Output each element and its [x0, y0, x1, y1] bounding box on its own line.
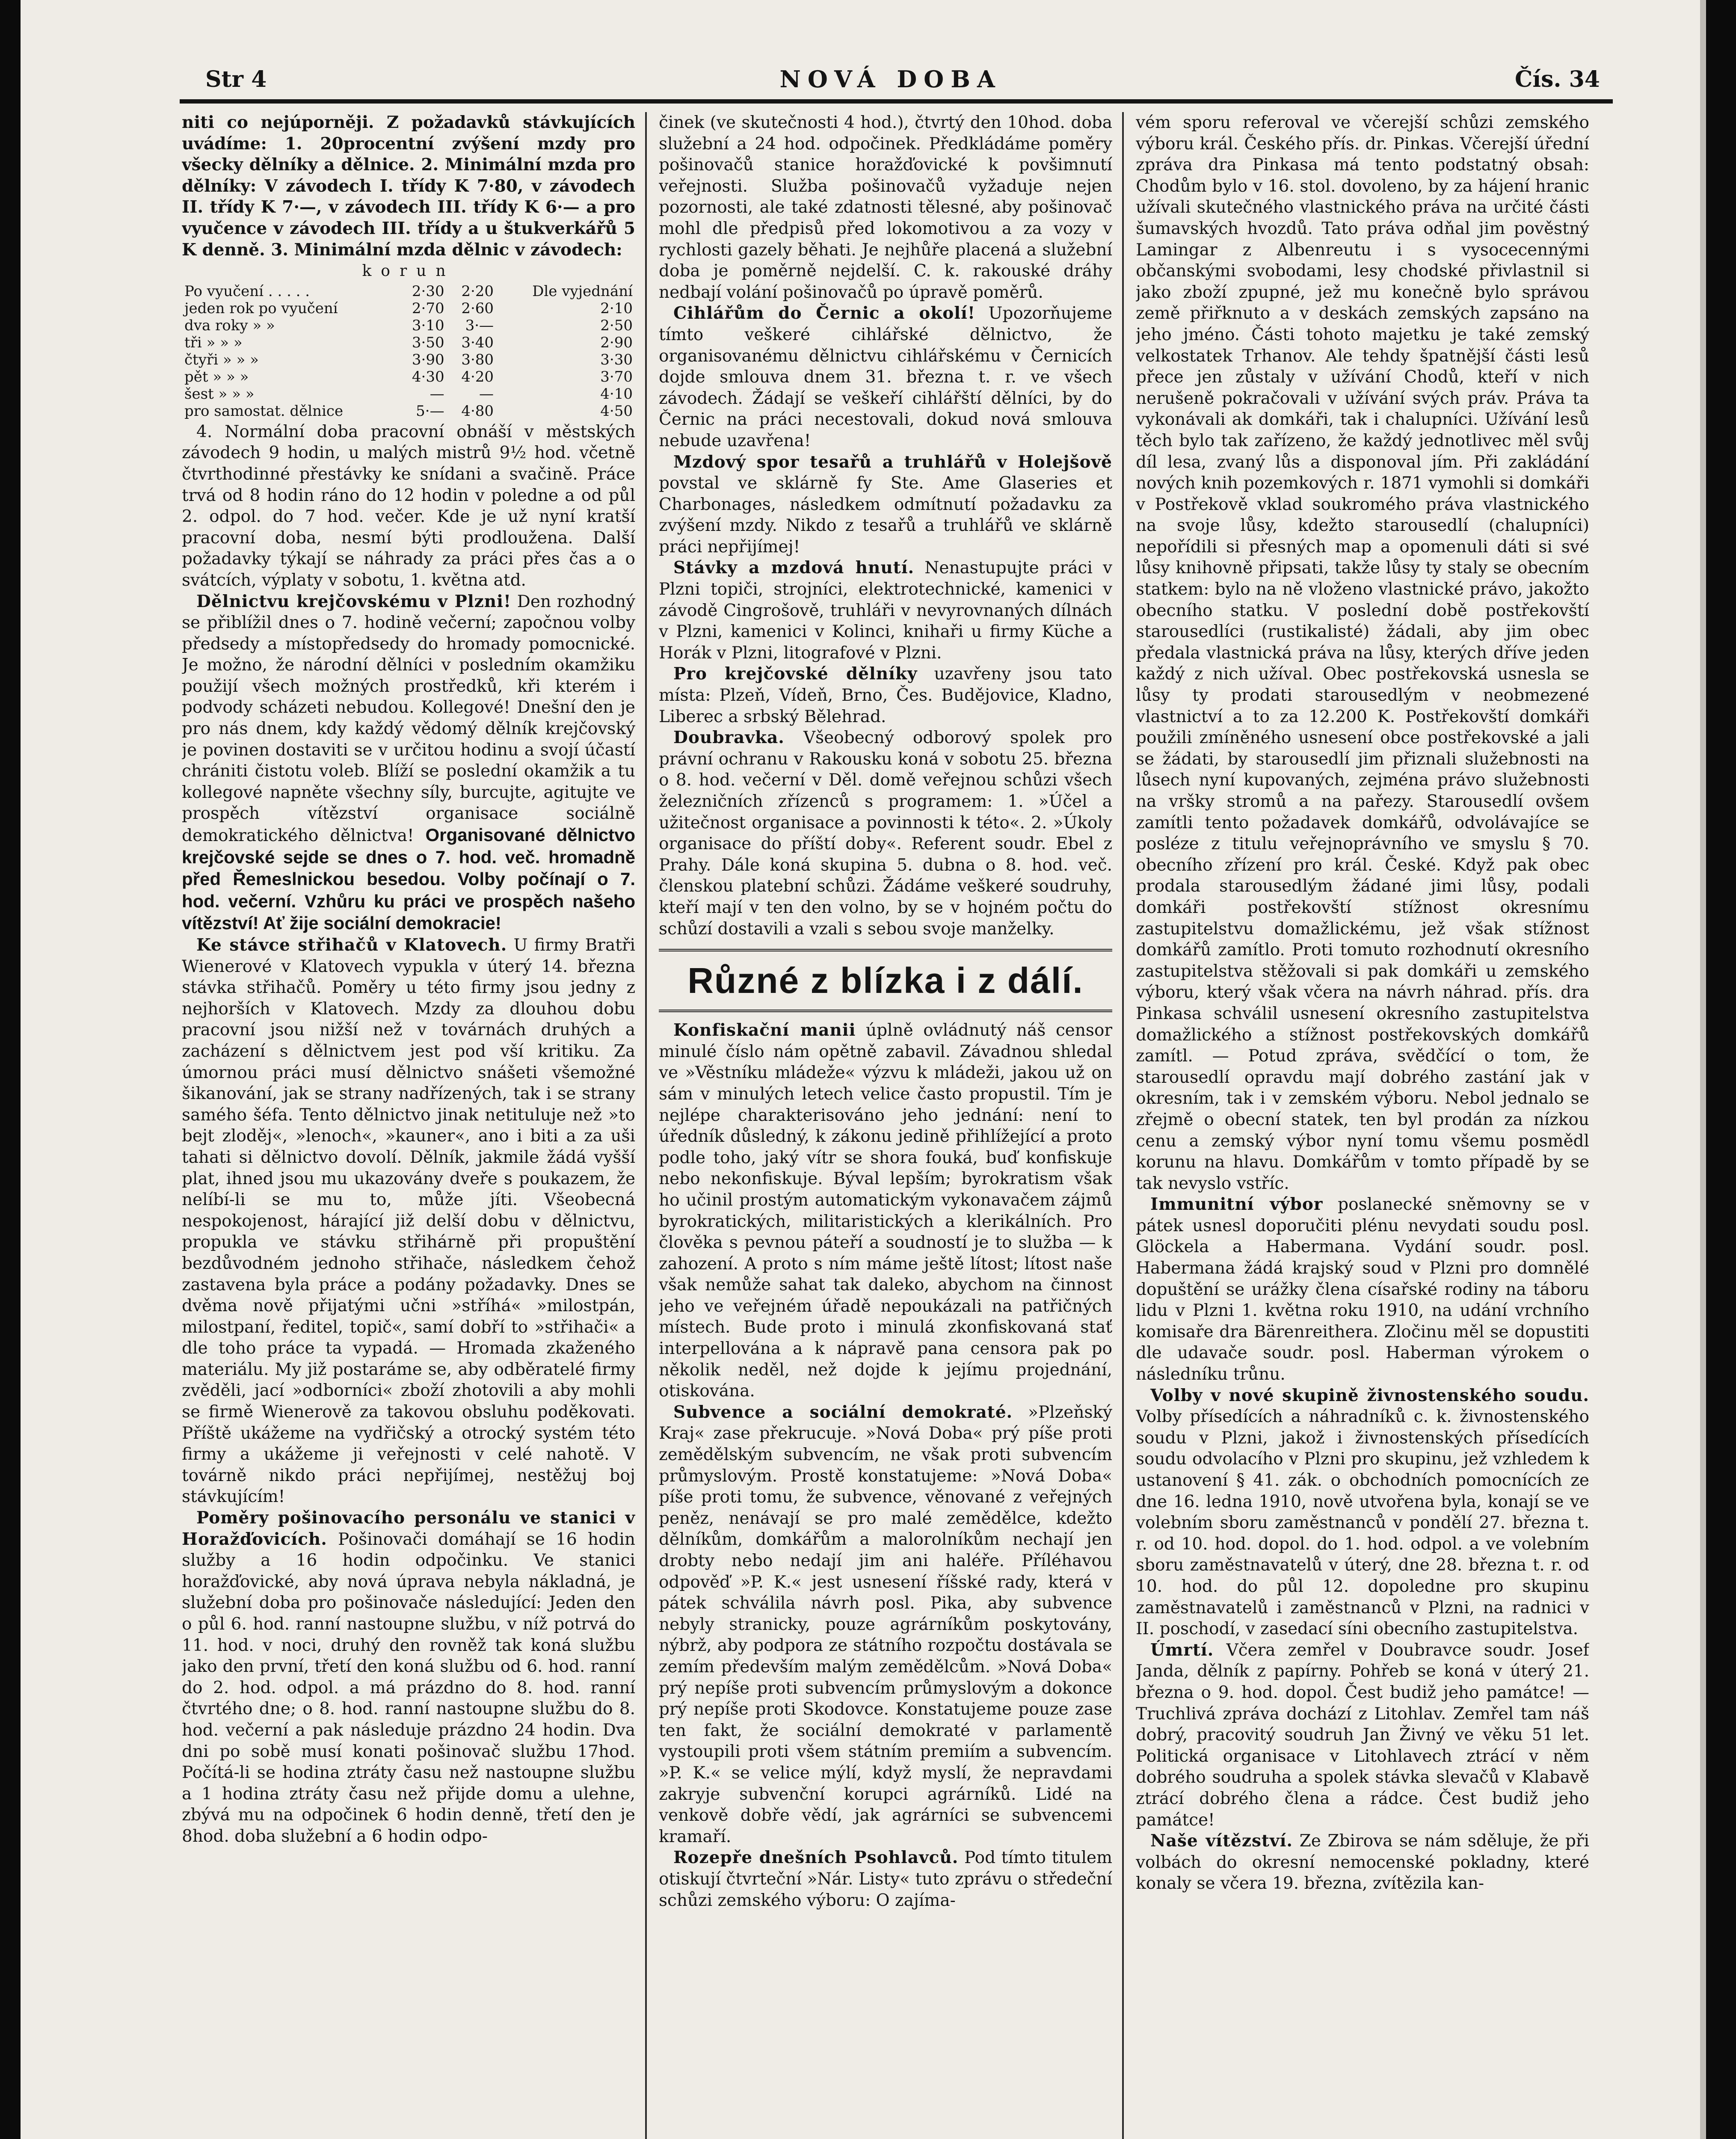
table-cell: 2·20 — [461, 282, 494, 300]
header-rule — [180, 99, 1613, 104]
table-caption: korun — [362, 262, 455, 280]
table-cell: pět » » » — [184, 368, 249, 385]
table-cell: 3·70 — [600, 368, 633, 385]
article-heading: Úmrtí. — [1150, 1640, 1214, 1660]
section-title: Různé z blízka i z dálí. — [687, 960, 1084, 1001]
table-cell: 3·30 — [600, 351, 633, 368]
table-cell: 4·20 — [461, 368, 494, 385]
column-divider — [645, 112, 647, 2139]
page-header — [205, 64, 1600, 94]
article-heading: Pro krejčovské dělníky — [673, 664, 918, 684]
article-text: Den rozhodný se přiblížil dnes o 7. hodině večerní; započnou volby předsedy a místopředsedy do hromady pomocnické. Je možno, že národní dělníci v posledním okamžiku použijí všech možných prostředků, kři kterém i podvody scházeti nebudou. Kollegové! Dnešní den je pro nás dnem, kdy každý vědomý dělník krejčovský je povinen dostaviti se v určitou hodinu a svojí účastí chrániti čistotu voleb. Blíží se poslední okamžik a tu kollegové napněte všechny síly, burcujte, agitujte ve prospěch vítězství organisace sociálně demokratického dělnictva! — [182, 592, 635, 846]
article-text: Volby přísedících a náhradníků c. k. živnostenského soudu v Plzni, jakož i živnostenských přísedících soudu odvolacího v Plzni pro skupinu, jež vzhledem k ustanovení § 41. zák. o obchodních pomocnících ze dne 16. ledna 1910, nově utvořena byla, konají se ve volebním sboru zaměstnanců v pondělí 27. března t. r. od 10. hod. dopol. do 1. hod. odpol. a ve volebním sboru zaměstnavatelů v úterý, dne 28. března t. r. od 10. hod. do půl 12. dopoledne pro skupinu zaměstnavatelů i zaměstnanců v Plzni, na radnici v II. poschodí, v zasedací síni obecního zastupitelstva. — [1136, 1407, 1589, 1639]
masthead-title: NOVÁ DOBA — [779, 65, 1002, 93]
page-number: Str 4 — [205, 66, 267, 92]
table-cell: 3·90 — [412, 351, 444, 368]
scan-edge-left — [0, 0, 21, 2139]
article-heading: Immunitní výbor — [1150, 1194, 1323, 1215]
article-heading: Cihlářům do Černic a okolí! — [673, 303, 975, 323]
section-header — [659, 949, 1112, 1012]
table-cell: 4·10 — [600, 385, 633, 403]
article-heading: Volby v nové skupině živnostenského soudu. — [1150, 1385, 1589, 1405]
table-cell: — — [430, 385, 444, 403]
column-divider — [1122, 112, 1124, 2139]
column-2 — [659, 112, 1112, 2139]
table-row — [182, 368, 635, 385]
table-cell: 3·— — [465, 317, 494, 334]
article-heading: Stávky a mzdová hnutí. — [673, 558, 915, 578]
table-cell: 4·80 — [461, 402, 494, 420]
article-heading: Konfiskační manii — [673, 1020, 856, 1040]
article-text: povstal ve sklárně fy Ste. Ame Glaseries et Charbonages, následkem odmítnutí požadavku za zvýšení mzdy. Nikdo z tesařů a truhlářů ve sklárně práci nepřijímej! — [659, 474, 1112, 557]
table-cell: 2·10 — [600, 299, 633, 317]
column-3 — [1136, 112, 1589, 2139]
article-text: poslanecké sněmovny se v pátek usnesl doporučiti plénu nevydati soudu posl. Glöckela a Habermana. Vydání soudr. posl. Habermana žádá krajský soud v Plzni pro domnělé dopuštění se urážky člena císařské rodiny na táboru lidu v Plzni 1. května roku 1910, na udání vrchního komisaře dra Bärenreithera. Zločinu měl se dopustiti dle udavače soudr. posl. Haberman výrokem o následníku trůnu. — [1136, 1195, 1589, 1384]
article-heading: Rozepře dnešních Psohlavců. — [673, 1848, 959, 1868]
table-cell: 3·10 — [412, 317, 444, 334]
wage-table — [182, 283, 635, 420]
article-heading: Doubravka. — [673, 728, 785, 748]
article-text: U firmy Bratři Wienerové v Klatovech vypukla v úterý 14. března stávka střihačů. Poměry u této firmy jsou jedny z nejhorších v Klatovech. Mzdy za dlouhou dobu pracovní jsou nižší než v továrnách druhých a zacházení s dělnictvem jest pod vší kritiku. Za úmornou práci musí dělnictvo snášeti všemožné šikanování, jak se strany nadřízených, tak i se strany samého šéfa. Tento dělnictvo jinak netituluje než »to bejt zloděj«, »lenoch«, »kauner«, ano i biti a za uši tahati si dělnictvo dovolí. Dělník, jakmile žádá vyšší plat, ihned jsou mu ukazovány dveře s poukazem, že nelíbí-li se mu to, může jíti. Všeobecná nespokojenost, hárající již delší dobu v dělnictvu, propukla ve stávku střihárně při propuštění bezdůvodném jednoho střihače, následkem čehož zastavena byla práce a podány požadavky. Dnes se dvěma nově přijatými učni »stříhá« »milostpán, milostpaní, ředitel, topič«, samí dobří to »střihači« a dle toho práce ta vypadá. — Hromada zkaženého materiálu. My již postaráme se, aby odběratelé firmy zvěděli, jací »odborníci« zboží zhotovili a aby mohli se firmě Wienerově za takovou obsluhu poděkovati. Příště ukážeme na vydřičský a otrocký systém této firmy a ukážeme ji veřejnosti v celé nahotě. V továrně nikdo práci nepřijímej, nestěžuj boj stávkujícím! — [182, 936, 635, 1507]
scan-edge-right-shadow — [1700, 0, 1706, 2139]
table-cell: tři » » » — [184, 334, 243, 351]
table-cell: 2·50 — [600, 317, 633, 334]
article-heading: Subvence a sociální demokraté. — [673, 1402, 1013, 1422]
table-cell: 2·90 — [600, 334, 633, 351]
table-row — [182, 385, 635, 403]
table-row — [182, 300, 635, 317]
table-cell: 4·30 — [412, 368, 444, 385]
table-cell: 2·30 — [412, 282, 444, 300]
table-row — [182, 317, 635, 334]
table-row — [182, 334, 635, 351]
scan-edge-right — [1706, 0, 1736, 2139]
table-cell: čtyři » » » — [184, 351, 259, 368]
article-text: »Plzeňský Kraj« zase překrucuje. »Nová Doba« prý píše proti zemědělským subvencím, ne však proti subvencím průmyslovým. Prostě konstatujeme: »Nová Doba« píše proti tomu, že subvence, věnované z veřejných peněz, nenávají se pro malé zemědělce, kdežto dělníkům, domkářům a malorolníkům nechají jen drobty nebo nedají jim ani haléře. Příléhavou odpověď »P. K.« jest usnesení říšské rady, která v pátek schválila návrh posl. Pika, aby subvence nebyly stranicky, pouze agrárníkům poskytovány, nýbrž, aby podpora ze státního rozpočtu dostávala se zemím především malým zemědělcům. »Nová Doba« prý nepíše proti subvencím průmyslovým a dokonce prý nepíše proti Skodovce. Konstatujeme pouze zase ten fakt, že sociální demokraté v parlamentě vystoupili proti všem státním premiím a subvencím. »P. K.« se velice mýlí, když myslí, že nepravdami zakryje subvenční korupci agrárníků. Lidé na venkově dobře vědí, jak agrárníci se subvencemi kramaří. — [659, 1402, 1112, 1846]
table-row — [182, 283, 635, 300]
article-heading: Ke stávce střihačů v Klatovech. — [196, 935, 507, 955]
article-text: Ze Zbirova se nám sděluje, že při volbách do okresní nemocenské pokladny, které konaly se včera 19. března, zvítězila kan- — [1136, 1831, 1589, 1893]
article-heading: Mzdový spor tesařů a truhlářů v Holejšově — [673, 452, 1112, 472]
table-cell: šest » » » — [184, 385, 255, 403]
table-cell: pro samostat. dělnice — [184, 402, 344, 420]
table-cell: 2·60 — [461, 299, 494, 317]
table-row — [182, 351, 635, 368]
table-cell: 2·70 — [412, 299, 444, 317]
article-text: uzavřeny jsou tato místa: Plzeň, Vídeň, Brno, Čes. Budějovice, Kladno, Liberec a srbský Bělehrad. — [659, 664, 1112, 726]
table-cell: jeden rok po vyučení — [184, 299, 338, 317]
table-cell: — — [479, 385, 494, 403]
article-callout: Organisované dělnictvo krejčovské sejde se dnes o 7. hod. več. hromadně před Řemeslnickou besedou. Volby počínají o 7. hod. večerní. Vzhůru ku práci ve prospěch našeho vítězství! Ať žije sociální demokracie! — [182, 825, 635, 933]
table-cell: Dle vyjednání — [532, 282, 633, 300]
article-text: niti co nejúporněji. Z požadavků stávkujících uvádíme: 1. 20procentní zvýšení mzdy pro všecky dělníky a dělnice. 2. Minimální mzda pro dělníky: V závodech I. třídy K 7·80, v závodech II. třídy K 7·—, v závodech III. třídy K 6·— a pro vyučence v závodech III. třídy a u štukverkářů 5 K denně. 3. Minimální mzda dělnic v závodech: — [182, 113, 635, 260]
table-cell: 3·40 — [461, 334, 494, 351]
article-text: vém sporu referoval ve včerejší schůzi zemského výboru král. Českého přís. dr. Pinkas. Včerejší úřední zpráva dra Pinkasa má tento podstatný obsah: Chodům bylo v 16. stol. dovoleno, by za hájení hranic užívali skutečného vlastnického práva na určité části šumavských hvozdů. Tato práva odňal jim pověstný Lamingar z Albenreutu i s vysocecennými občanskými svobodami, lesy chodské přivlastnil si jako zboží zpupné, jež mu konečně bylo správou země přiřknuto a v deskách zemských zapsáno na jeho jméno. Části tohoto majetku je také zemský velkostatek Trhanov. Ale tehdy špatnější části lesů přece jen zůstaly v užívání Chodů, kteří v nich nerušeně pokračovali v užívání svých práv. Práva ta vykonávali ak domkáři, tak i chalupníci. Užívání lesů těch bylo tak zařízeno, že každý jednotlivec měl svůj díl lesa, zvaný lůs a disponoval jím. Při zakládání nových knih pozemkových r. 1871 vymohli si domkáři v Postřekově vklad soukromého práva vlastnického na svoje lůsy, kdežto starousedlí (chalupníci) nepořídili si přesných map a opomenuli dáti si své lůsy knihovně připsati, takže lůsy ty staly se obecním statkem: bylo na ně vloženo vlastnické právo, jakožto obecního statku. V poslední době postřekovští starousedlíci (rustikalisté) žádali, aby jim obec předala vlastnická práva na lůsy, kterých dříve jeden každý z nich užíval. Obec postřekovská usnesla se lůsy ty prodati starousedlým v neobmezené vlastnictví a to za 12.200 K. Postřekovští domkáři použili zmíněného usnesení obce postřekovské a jali se žádati, by starousedlí jim přiznali služebnosti na lůsech nyní kupovaných, zejména právo služebnosti na vršky stromů a na pařezy. Starousedlí ovšem zamítli tento požadavek domkářů, odvolávajíce se posléze z titulu veřejnoprávního ve smyslu § 70. obecního zřízení pro král. České. Když pak obec prodala starousedlým žádané jimi lůsy, podali domkáři postřekovští stížnost okresnímu zastupitelstvu domažlickému, jež však stížnost domkářů zamítlo. Proti tomuto rozhodnutí okresního zastupitelstva stěžovali si pak domkáři u zemského výboru, který však včera na návrh náhrad. přís. dra Pinkasa schválil usnesení okresního zastupitelstva domažlického a stížnost postřekovských domkářů zamítl. — Potud zpráva, svědčící o tom, že starousedlí opravdu mají dobrého zastání jak v okresním, tak i v zemském výboru. Nebol jednalo se zřejmě o obecní statek, ten byl prodán za nízkou cenu a zemský výbor nyní tomu všemu posmědl korunu na hlavu. Domkářům v tomto případě by se tak nevyslo vstříc. — [1136, 113, 1589, 1193]
article-text: Všeobecný odborový spolek pro právní ochranu v Rakousku koná v sobotu 25. března o 8. hod. večerní v Děl. domě veřejnou schůzi všech železničních zřízenců s programem: 1. »Účel a užitečnost organisace a povinnosti k této«. 2. »Úkoly organisace do příští doby«. Referent soudr. Ebel z Prahy. Dále koná skupina 5. dubna o 8. hod. več. členskou platební schůzi. Žádáme veškeré soudruhy, kteří mají v ten den volno, by se v hojném počtu do schůzí dostavili a vzali s sebou svoje manželky. — [659, 728, 1112, 939]
article-heading: Poměry pošinovacího personálu ve stanici v Horažďovicích. — [182, 1508, 635, 1549]
issue-number: Čís. 34 — [1515, 66, 1600, 92]
article-heading: Dělnictvu krejčovskému v Plzni! — [196, 591, 512, 611]
article-text: Upozorňujeme tímto veškeré cihlářské dělnictvo, že organisovanému dělnictvu cihlářskému v Černicích dojde smlouva dnem 31. března t. r. ve všech závodech. Žádají se veškeří cihlářští dělníci, by do Černic na práci necestovali, dokud nová smlouva nebude uzavřena! — [659, 304, 1112, 450]
column-1 — [182, 112, 635, 2139]
article-text: 4. Normální doba pracovní obnáší v městských závodech 9 hodin, u malých mistrů 9½ hod. včetně čtvrthodinné přestávky ke snídani a svačině. Práce trvá od 8 hodin ráno do 12 hodin v poledne a od půl 2. odpol. do 7 hod. večer. Kde je už nyní kratší pracovní doba, nesmí býti prodloužena. Další požadavky týkají se náhrady za práci přes čas a o svátcích, výplaty v sobotu, 1. května atd. — [182, 422, 635, 590]
table-cell: 3·80 — [461, 351, 494, 368]
article-heading: Naše vítězství. — [1150, 1831, 1293, 1851]
table-cell: 3·50 — [412, 334, 444, 351]
article-text: Pod tímto titulem otiskují čtvrteční »Nár. Listy« tuto zprávu o středeční schůzi zemského výboru: O zajíma- — [659, 1848, 1112, 1910]
article-text: Pošinovači domáhají se 16 hodin služby a 16 hodin odpočinku. Ve stanici horažďovické, aby nová úprava nebyla nákladná, je služební doba pro pošinovače následující: Jeden den o půl 6. hod. ranní nastoupne službu, v níž potrvá do 11. hod. v noci, druhý den rovněž tak koná službu jako den první, třetí den koná službu od 6. hod. ranní do 2. hod. odpol. a má prázdno do 8. hod. ranní čtvrtého dne; o 8. hod. ranní nastoupne službu do 8. hod. večerní a pak následuje prázdno 24 hodin. Dva dni po sobě musí konati pošinovač službu 17hod. Počítá-li se hodina ztráty času než nastoupne službu a 1 hodina ztráty času než přijde domu a ulehne, zbývá mu na odpočinek 6 hodin denně, třetí den je 8hod. doba služební a 6 hodin odpo- — [182, 1529, 635, 1846]
table-cell: 4·50 — [600, 402, 633, 420]
table-cell: 5·— — [416, 402, 444, 420]
table-cell: Po vyučení . . . . . — [184, 282, 310, 300]
table-cell: dva roky » » — [184, 317, 275, 334]
table-row — [182, 403, 635, 420]
article-text: úplně ovládnutý náš censor minulé číslo nám opětně zabavil. Závadnou shledal ve »Věstníku mládeže« výzvu k mládeži, jakou už on sám v minulých letech velice často propustil. Tím je nejlépe charakterisováno jeho jednání: není to úředník důsledný, k zákonu jedině přihlížející a proto podle toho, jaký vítr se shora fouká, buď konfiskuje nebo nekonfiskuje. Býval lepším; byrokratism však ho učinil prostým automatickým vykonavačem zájmů byrokratických, militaristických a klerikálních. Pro člověka s pevnou páteří a soudností je to služba — k zahození. A proto s ním máme ještě lítost; lítost naše však nemůže sahat tak daleko, abychom na činnost jeho ve veřejném úřadě nepoukázali na patřičných místech. Bude proto i minulá zkonfiskovaná stať interpellována a k nápravě pana censora pak po několik neděl, než dojde k jejímu projednání, otiskována. — [659, 1021, 1112, 1401]
article-text: Nenastupujte práci v Plzni topiči, strojníci, elektrotechnické, kamenici v závodě Cingrošově, truhláři v nevyrovnaných dílnách v Plzni, kamenici v Kolinci, knihaři u firmy Küche a Horák v Plzni, litografové v Plzni. — [659, 558, 1112, 663]
article-text: Včera zemřel v Doubravce soudr. Josef Janda, dělník z papírny. Pohřeb se koná v úterý 21. března o 9. hod. dopol. Čest budiž jeho památce! — Truchlivá zpráva dochází z Litohlav. Zemřel tam náš dobrý, pracovitý soudruh Jan Živný ve věku 51 let. Politická organisace v Litohlavech ztrácí v něm dobrého soudruha a spolek stávka slevačů v Klabavě ztrácí dobrého člena a rádce. Čest budiž jeho památce! — [1136, 1640, 1589, 1830]
article-text: činek (ve skutečnosti 4 hod.), čtvrtý den 10hod. doba služební a 24 hod. odpočinek. Předkládáme poměry pošinovačů stanice horažďovické k povšimnutí veřejnosti. Služba pošinovačů vyžaduje nejen pozornosti, ale také zdatnosti tělesné, aby pošinovač mohl dle předpisů před lokomotivou a za vozy v rychlosti gazely běhati. Je nejhůře placená a služební doba je poměrně nejdelší. C. k. rakouské dráhy nedbají volání pošinovačů po úpravě poměrů. — [659, 113, 1112, 302]
